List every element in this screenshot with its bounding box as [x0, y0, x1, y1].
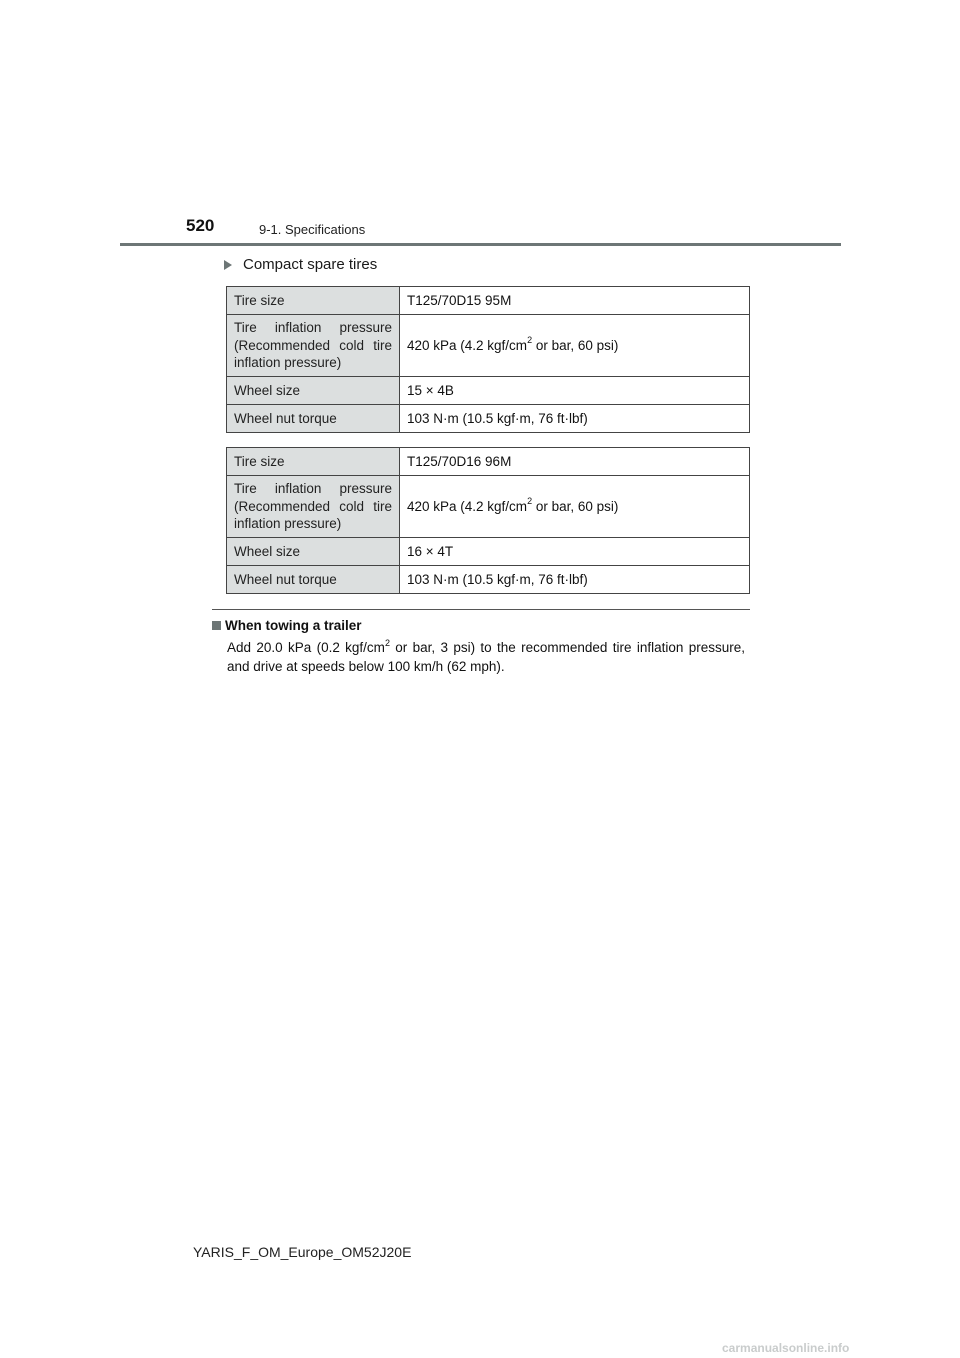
table-row	[227, 538, 750, 566]
superscript: 2	[384, 637, 390, 648]
note-text-suffix: or bar, 3 psi) to the recommended tire inflation pressure, and drive at speeds below 100 km/h (62 mph).	[227, 640, 745, 674]
pressure-text-suffix: or bar, 60 psi)	[532, 337, 619, 353]
page-number: 520	[186, 216, 215, 235]
tire-size-label: Tire size	[227, 287, 400, 315]
header-rule	[120, 243, 841, 246]
section-title: 9-1. Specifications	[259, 222, 366, 237]
inflation-pressure-value	[400, 476, 750, 538]
subheading-text: Compact spare tires	[243, 256, 378, 273]
table-row	[227, 377, 750, 405]
wheel-size-label: Wheel size	[227, 538, 400, 566]
tire-size-label: Tire size	[227, 448, 400, 476]
note-heading	[212, 618, 362, 633]
pressure-text: 420 kPa (4.2 kgf/cm	[407, 498, 528, 514]
wheel-nut-torque-label: Wheel nut torque	[227, 405, 400, 433]
table-row	[227, 315, 750, 377]
spec-table-15in	[226, 286, 750, 433]
note-divider	[212, 609, 750, 610]
note-title: When towing a trailer	[225, 618, 362, 633]
watermark: carmanualsonline.info	[722, 1341, 850, 1355]
wheel-nut-torque-value: 103 N·m (10.5 kgf·m, 76 ft·lbf)	[400, 566, 750, 594]
note-text: Add 20.0 kPa (0.2 kgf/cm	[227, 640, 385, 655]
square-bullet-icon	[212, 621, 221, 630]
spec-table-16in	[226, 447, 750, 594]
table-row	[227, 405, 750, 433]
inflation-pressure-label: Tire inflation pressure (Recommended cold tire inflation pressure)	[227, 476, 400, 538]
wheel-size-value: 15 × 4B	[400, 377, 750, 405]
triangle-bullet-icon	[224, 260, 232, 270]
table-row	[227, 566, 750, 594]
pressure-text-suffix: or bar, 60 psi)	[532, 498, 619, 514]
tire-size-value: T125/70D15 95M	[400, 287, 750, 315]
wheel-nut-torque-value: 103 N·m (10.5 kgf·m, 76 ft·lbf)	[400, 405, 750, 433]
wheel-nut-torque-label: Wheel nut torque	[227, 566, 400, 594]
superscript: 2	[527, 335, 533, 346]
table-row	[227, 448, 750, 476]
pressure-text: 420 kPa (4.2 kgf/cm	[407, 337, 528, 353]
table-row	[227, 287, 750, 315]
inflation-pressure-label: Tire inflation pressure (Recommended cold tire inflation pressure)	[227, 315, 400, 377]
footer-doc-code: YARIS_F_OM_Europe_OM52J20E	[193, 1244, 412, 1260]
note-body	[227, 638, 745, 676]
wheel-size-value: 16 × 4T	[400, 538, 750, 566]
superscript: 2	[527, 496, 533, 507]
wheel-size-label: Wheel size	[227, 377, 400, 405]
subheading	[224, 256, 377, 273]
tire-size-value: T125/70D16 96M	[400, 448, 750, 476]
inflation-pressure-value	[400, 315, 750, 377]
table-row	[227, 476, 750, 538]
